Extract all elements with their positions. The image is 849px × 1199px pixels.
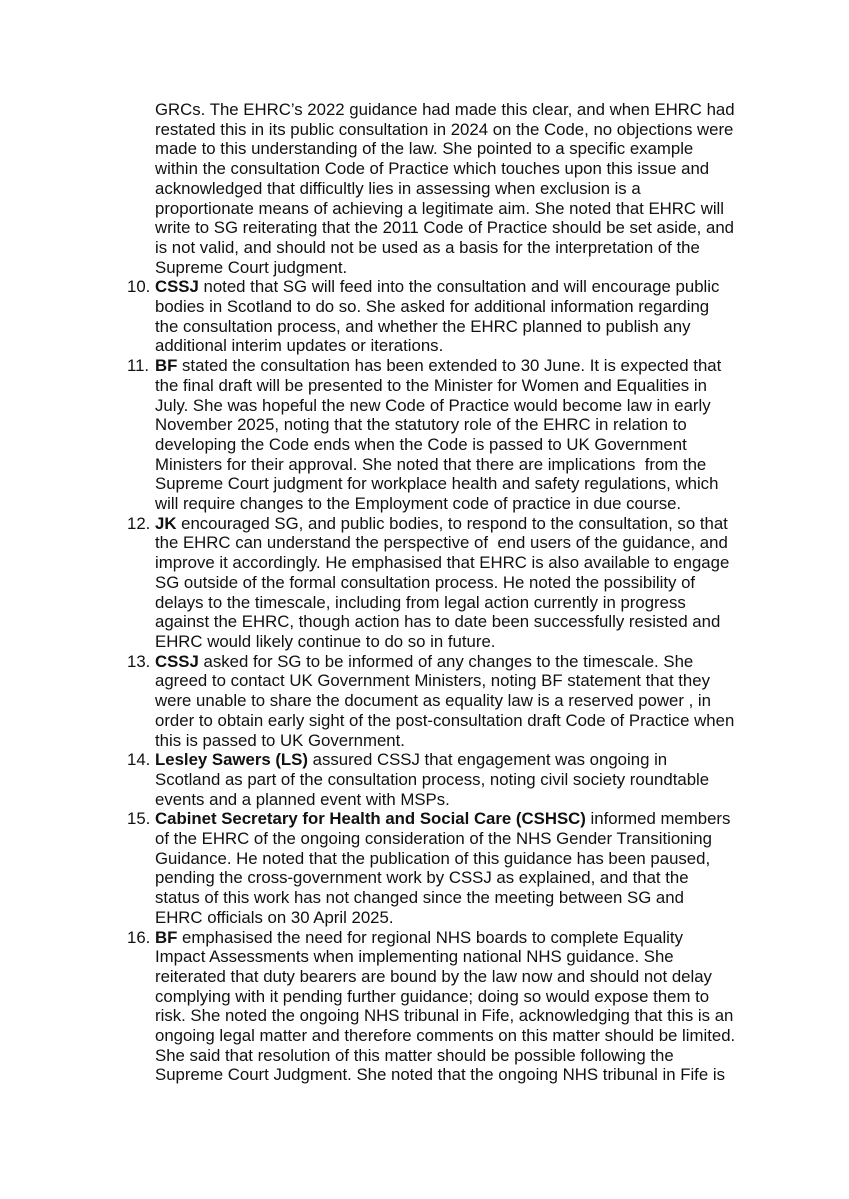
line-text: acknowledged that difficultly lies in assessing when exclusion is a <box>155 178 641 198</box>
line-text: Supreme Court judgment for workplace health and safety regulations, which <box>155 474 719 494</box>
text-line <box>155 593 795 613</box>
line-text: bodies in Scotland to do so. She asked for additional information regarding <box>155 297 710 317</box>
numbered-paragraph <box>127 277 795 356</box>
text-line <box>155 297 795 317</box>
paragraph-number: 15. <box>127 809 151 829</box>
text-line <box>155 809 795 829</box>
line-text: of the EHRC of the ongoing consideration of the NHS Gender Transitioning <box>155 829 712 849</box>
line-text: within the consultation Code of Practice which touches upon this issue and <box>155 159 710 179</box>
line-text: Ministers for their approval. She noted that there are implications from the <box>155 454 707 474</box>
line-text: this is passed to UK Government. <box>155 730 405 750</box>
line-text: reiterated that duty bearers are bound by the law now and should not delay <box>155 966 712 986</box>
text-line <box>155 1026 795 1046</box>
paragraph-number: 10. <box>127 277 151 297</box>
numbered-paragraph <box>127 750 795 809</box>
line-text: July. She was hopeful the new Code of Practice would become law in early <box>155 395 711 415</box>
speaker-name: JK <box>155 513 177 533</box>
paragraph-number: 13. <box>127 651 151 671</box>
text-line <box>155 731 795 751</box>
line-text: Supreme Court Judgment. She noted that the ongoing NHS tribunal in Fife is <box>155 1065 725 1085</box>
line-text: proportionate means of achieving a legitimate aim. She noted that EHRC will <box>155 198 724 218</box>
text-line <box>155 652 795 672</box>
line-text: asked for SG to be informed of any changes to the timescale. She <box>198 651 694 671</box>
text-line <box>155 277 795 297</box>
text-line <box>155 770 795 790</box>
line-text: will require changes to the Employment code of practice in due course. <box>155 494 682 514</box>
speaker-name: CSSJ <box>155 277 199 297</box>
speaker-name: Cabinet Secretary for Health and Social Care (CSHSC) <box>155 809 586 829</box>
text-line <box>155 376 795 396</box>
text-line <box>155 179 795 199</box>
line-text: order to obtain early sight of the post-consultation draft Code of Practice when <box>155 710 735 730</box>
speaker-name: BF <box>155 927 178 947</box>
text-line <box>155 100 795 120</box>
text-line <box>155 868 795 888</box>
text-line <box>155 356 795 376</box>
text-line <box>155 494 795 514</box>
line-text: status of this work has not changed since the meeting between SG and <box>155 888 684 908</box>
text-line <box>155 947 795 967</box>
text-line <box>155 750 795 770</box>
line-text: noted that SG will feed into the consultation and will encourage public <box>198 277 720 297</box>
line-text: EHRC would likely continue to do so in future. <box>155 631 496 651</box>
numbered-paragraph <box>127 927 795 1086</box>
line-text: Guidance. He noted that the publication of this guidance has been paused, <box>155 848 711 868</box>
line-text: November 2025, noting that the statutory role of the EHRC in relation to <box>155 415 687 435</box>
text-line <box>155 139 795 159</box>
line-text: improve it accordingly. He emphasised that EHRC is also available to engage <box>155 553 730 573</box>
line-text: SG outside of the formal consultation process. He noted the possibility of <box>155 572 696 592</box>
line-text: Supreme Court judgment. <box>155 257 348 277</box>
text-line <box>155 888 795 908</box>
text-line <box>155 218 795 238</box>
line-text: pending the cross-government work by CSSJ as explained, and that the <box>155 868 689 888</box>
line-text: informed members <box>585 809 731 829</box>
text-line <box>155 691 795 711</box>
text-line <box>155 514 795 534</box>
line-text: additional interim updates or iterations. <box>155 336 444 356</box>
text-line <box>155 849 795 869</box>
numbered-paragraph <box>127 809 795 927</box>
numbered-paragraph <box>127 356 795 514</box>
text-line <box>155 396 795 416</box>
text-line <box>155 238 795 258</box>
speaker-name: CSSJ <box>155 651 199 671</box>
text-line <box>155 829 795 849</box>
document-body <box>127 100 795 1085</box>
text-line <box>155 908 795 928</box>
line-text: Impact Assessments when implementing national NHS guidance. She <box>155 947 674 967</box>
line-text: risk. She noted the ongoing NHS tribunal in Fife, acknowledging that this is an <box>155 1006 734 1026</box>
line-text: were unable to share the document as equality law is a reserved power , in <box>155 691 711 711</box>
text-line <box>155 928 795 948</box>
text-line <box>155 415 795 435</box>
line-text: made to this understanding of the law. She pointed to a specific example <box>155 139 694 159</box>
line-text: the consultation process, and whether the EHRC planned to publish any <box>155 316 691 336</box>
text-line <box>155 258 795 278</box>
line-text: complying with it pending further guidance; doing so would expose them to <box>155 986 710 1006</box>
line-text: ongoing legal matter and therefore comments on this matter should be limited. <box>155 1026 736 1046</box>
line-text: delays to the timescale, including from legal action currently in progress <box>155 592 686 612</box>
line-text: the final draft will be presented to the Minister for Women and Equalities in <box>155 375 707 395</box>
text-line <box>155 120 795 140</box>
text-line <box>155 435 795 455</box>
speaker-name: BF <box>155 356 178 376</box>
line-text: stated the consultation has been extended to 30 June. It is expected that <box>177 356 722 376</box>
line-text: restated this in its public consultation in 2024 on the Code, no objections were <box>155 119 734 139</box>
line-text: Scotland as part of the consultation process, noting civil society roundtable <box>155 769 710 789</box>
text-line <box>155 612 795 632</box>
line-text: agreed to contact UK Government Ministers, noting BF statement that they <box>155 671 710 691</box>
text-line <box>155 533 795 553</box>
text-line <box>155 987 795 1007</box>
text-line <box>155 553 795 573</box>
line-text: She said that resolution of this matter should be possible following the <box>155 1045 674 1065</box>
text-line <box>155 336 795 356</box>
paragraph-number: 11. <box>127 356 150 376</box>
text-line <box>155 711 795 731</box>
numbered-paragraph <box>127 513 795 652</box>
text-line <box>155 967 795 987</box>
line-text: the EHRC can understand the perspective of end users of the guidance, and <box>155 533 728 553</box>
continued-paragraph <box>155 100 795 277</box>
paragraph-number: 14. <box>127 750 151 770</box>
line-text: EHRC officials on 30 April 2025. <box>155 907 394 927</box>
line-text: GRCs. The EHRC’s 2022 guidance had made this clear, and when EHRC had <box>155 100 735 119</box>
line-text: is not valid, and should not be used as a basis for the interpretation of the <box>155 237 700 257</box>
paragraph-number: 16. <box>127 927 151 947</box>
line-text: developing the Code ends when the Code is passed to UK Government <box>155 434 687 454</box>
text-line <box>155 455 795 475</box>
text-line <box>155 199 795 219</box>
line-text: emphasised the need for regional NHS boards to complete Equality <box>177 927 683 947</box>
speaker-name: Lesley Sawers (LS) <box>155 750 308 770</box>
text-line <box>155 474 795 494</box>
text-line <box>155 632 795 652</box>
line-text: against the EHRC, though action has to date been successfully resisted and <box>155 612 721 632</box>
paragraph-number: 12. <box>127 513 151 533</box>
text-line <box>155 790 795 810</box>
line-text: encouraged SG, and public bodies, to respond to the consultation, so that <box>176 513 728 533</box>
text-line <box>155 159 795 179</box>
text-line <box>155 1006 795 1026</box>
line-text: assured CSSJ that engagement was ongoing in <box>307 750 668 770</box>
text-line <box>155 573 795 593</box>
text-line <box>155 317 795 337</box>
line-text: write to SG reiterating that the 2011 Code of Practice should be set aside, and <box>155 218 734 238</box>
numbered-paragraph <box>127 651 795 751</box>
text-line <box>155 671 795 691</box>
line-text: events and a planned event with MSPs. <box>155 789 450 809</box>
text-line <box>155 1065 795 1085</box>
text-line <box>155 1046 795 1066</box>
